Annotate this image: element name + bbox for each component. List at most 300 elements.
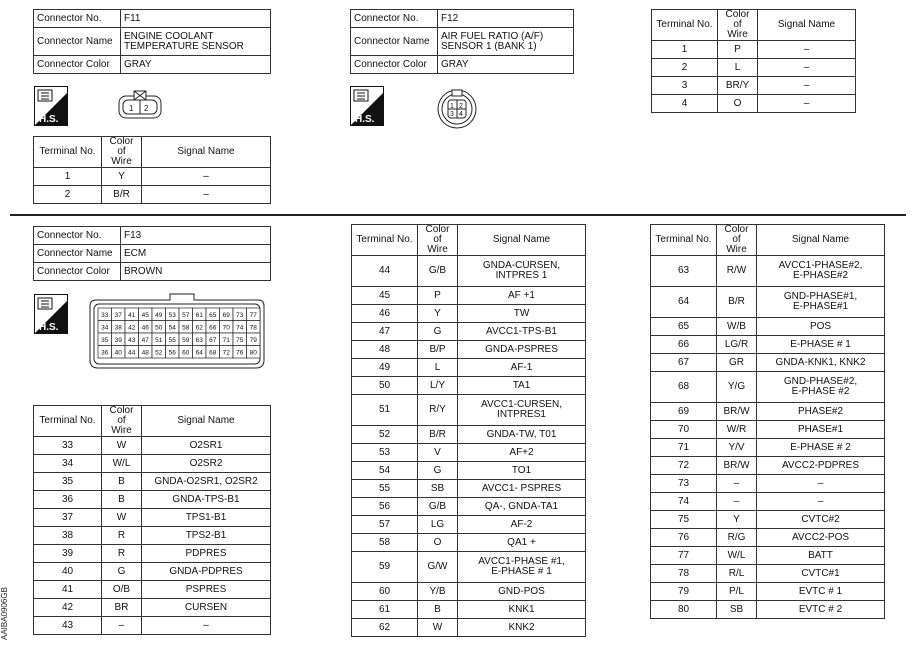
signal-name bbox=[757, 439, 885, 457]
connector-name-label: Connector Name bbox=[351, 28, 438, 56]
f13-connector-color: BROWN bbox=[121, 263, 271, 281]
table-row bbox=[352, 341, 586, 359]
table-row bbox=[651, 287, 885, 318]
table-row bbox=[34, 491, 271, 509]
table-row bbox=[352, 377, 586, 395]
signal-name bbox=[757, 403, 885, 421]
signal-name bbox=[458, 426, 586, 444]
pin-number: 45 bbox=[141, 312, 149, 319]
signal-name-line1: AVCC2-POS bbox=[791, 531, 850, 543]
wire-color: P bbox=[418, 287, 458, 305]
f12-pin-4: 4 bbox=[459, 111, 463, 118]
table-row bbox=[352, 462, 586, 480]
terminal-no: 72 bbox=[651, 457, 717, 475]
f12-connector-color: GRAY bbox=[438, 56, 574, 74]
signal-name-line1: GNDA-TW, T01 bbox=[486, 428, 557, 440]
terminal-no: 51 bbox=[352, 395, 418, 426]
connector-color-label: Connector Color bbox=[34, 263, 121, 281]
f12-name-line2: SENSOR 1 (BANK 1) bbox=[441, 40, 537, 52]
f12-pin-3: 3 bbox=[450, 111, 454, 118]
f12-terminal-table bbox=[651, 9, 856, 113]
f12-pin-1: 1 bbox=[450, 103, 454, 110]
pin-number: 69 bbox=[222, 312, 230, 319]
wire-color: Y bbox=[717, 511, 757, 529]
pin-number: 33 bbox=[101, 312, 109, 319]
f11-pin-2: 2 bbox=[144, 104, 149, 113]
terminal-no: 2 bbox=[652, 59, 718, 77]
hs-badge-icon bbox=[34, 294, 68, 334]
pin-number: 68 bbox=[209, 349, 217, 357]
connector-no-label: Connector No. bbox=[351, 10, 438, 28]
f12-info-table bbox=[350, 9, 574, 74]
terminal-no: 74 bbox=[651, 493, 717, 511]
table-row bbox=[651, 318, 885, 336]
pin-number: 61 bbox=[195, 312, 203, 319]
wire-color: – bbox=[717, 493, 757, 511]
signal-name bbox=[757, 565, 885, 583]
signal-name bbox=[757, 475, 885, 493]
terminal-no: 59 bbox=[352, 552, 418, 583]
color-of-wire-header bbox=[418, 225, 458, 256]
color-of-wire-line2: Wire bbox=[111, 425, 132, 436]
table-row bbox=[34, 527, 271, 545]
table-row bbox=[651, 583, 885, 601]
wire-color: B bbox=[418, 601, 458, 619]
wire-color: W bbox=[102, 437, 142, 455]
terminal-no: 79 bbox=[651, 583, 717, 601]
pin-number: 50 bbox=[155, 324, 163, 332]
signal-name: PSPRES bbox=[142, 581, 271, 599]
terminal-no: 37 bbox=[34, 509, 102, 527]
pin-number: 62 bbox=[195, 324, 203, 332]
hs-badge-text: H.S. bbox=[39, 322, 59, 333]
wire-color: W/L bbox=[102, 455, 142, 473]
signal-name-line1: TO1 bbox=[511, 464, 532, 476]
terminal-no: 54 bbox=[352, 462, 418, 480]
signal-name-line1: TW bbox=[513, 307, 530, 319]
signal-name bbox=[458, 498, 586, 516]
f13-terminal-table-c bbox=[650, 224, 885, 619]
table-row bbox=[352, 516, 586, 534]
table-row bbox=[652, 41, 856, 59]
wire-color: BR/W bbox=[717, 403, 757, 421]
f13-terminal-table-a bbox=[33, 405, 271, 635]
pin-number: 70 bbox=[222, 324, 230, 332]
signal-name-line1: – bbox=[817, 477, 824, 489]
pin-number: 38 bbox=[114, 324, 122, 332]
signal-name bbox=[458, 583, 586, 601]
pin-number: 66 bbox=[209, 324, 217, 332]
signal-name-line1: AF +1 bbox=[508, 289, 535, 301]
signal-name-line1: CVTC#2 bbox=[801, 513, 840, 525]
color-of-wire-line1: Color of bbox=[725, 9, 750, 30]
wire-color: R/Y bbox=[418, 395, 458, 426]
signal-name-line1: AVCC1-CURSEN, bbox=[481, 399, 562, 410]
signal-name-line1: AF+2 bbox=[509, 446, 534, 458]
pin-number: 53 bbox=[168, 312, 176, 319]
wire-color: B/R bbox=[102, 186, 142, 204]
pin-number: 72 bbox=[222, 349, 230, 357]
table-row bbox=[352, 480, 586, 498]
signal-name bbox=[458, 341, 586, 359]
signal-name-line1: E-PHASE # 1 bbox=[790, 338, 851, 350]
wire-color: P bbox=[718, 41, 758, 59]
wire-color: B bbox=[102, 473, 142, 491]
pin-number: 49 bbox=[155, 312, 163, 319]
pin-number: 56 bbox=[168, 349, 176, 357]
terminal-no: 56 bbox=[352, 498, 418, 516]
connector-color-label: Connector Color bbox=[34, 56, 121, 74]
table-row bbox=[352, 256, 586, 287]
color-of-wire-line1: Color of bbox=[109, 136, 134, 157]
table-row bbox=[651, 439, 885, 457]
wire-color: Y bbox=[102, 168, 142, 186]
signal-name-line1: BATT bbox=[808, 549, 833, 561]
terminal-no: 34 bbox=[34, 455, 102, 473]
wire-color: GR bbox=[717, 354, 757, 372]
table-row bbox=[652, 59, 856, 77]
signal-name-line1: QA1 + bbox=[507, 536, 536, 548]
f12-connector-no: F12 bbox=[438, 10, 574, 28]
signal-name bbox=[458, 516, 586, 534]
terminal-no: 44 bbox=[352, 256, 418, 287]
table-row bbox=[352, 287, 586, 305]
signal-name-line2: INTPRES 1 bbox=[495, 270, 548, 281]
table-row bbox=[352, 534, 586, 552]
f11-info-table bbox=[33, 9, 271, 74]
terminal-no: 77 bbox=[651, 547, 717, 565]
pin-number: 55 bbox=[168, 337, 176, 344]
wire-color: G bbox=[102, 563, 142, 581]
f11-name-line1: ENGINE COOLANT bbox=[124, 30, 214, 42]
signal-name: GNDA-O2SR1, O2SR2 bbox=[142, 473, 271, 491]
terminal-no-header: Terminal No. bbox=[34, 406, 102, 437]
wire-color: R bbox=[102, 527, 142, 545]
signal-name bbox=[458, 534, 586, 552]
color-of-wire-line1: Color of bbox=[109, 405, 134, 426]
pin-number: 77 bbox=[249, 312, 257, 319]
signal-name bbox=[458, 462, 586, 480]
terminal-no: 70 bbox=[651, 421, 717, 439]
signal-name bbox=[757, 336, 885, 354]
f11-connector-face-icon bbox=[117, 90, 163, 122]
signal-name-header: Signal Name bbox=[142, 137, 271, 168]
connector-no-label: Connector No. bbox=[34, 227, 121, 245]
terminal-no: 62 bbox=[352, 619, 418, 637]
table-row bbox=[34, 455, 271, 473]
signal-name-line1: TA1 bbox=[512, 379, 531, 391]
f11-name-line2: TEMPERATURE SENSOR bbox=[124, 40, 244, 52]
table-row bbox=[651, 547, 885, 565]
terminal-no: 41 bbox=[34, 581, 102, 599]
connector-color-label: Connector Color bbox=[351, 56, 438, 74]
table-row bbox=[651, 601, 885, 619]
table-row bbox=[34, 509, 271, 527]
terminal-no: 64 bbox=[651, 287, 717, 318]
f13-connector-face-icon bbox=[86, 292, 268, 376]
signal-name-line2: E-PHASE #2 bbox=[791, 386, 850, 397]
signal-name-line2: E-PHASE#1 bbox=[792, 301, 849, 312]
terminal-no: 47 bbox=[352, 323, 418, 341]
pin-number: 74 bbox=[236, 324, 244, 332]
terminal-no: 71 bbox=[651, 439, 717, 457]
table-row bbox=[34, 186, 271, 204]
table-row bbox=[651, 336, 885, 354]
pin-number: 34 bbox=[101, 324, 109, 332]
signal-name-line2: INTPRES1 bbox=[497, 409, 546, 420]
pin-number: 60 bbox=[182, 349, 190, 357]
signal-name: – bbox=[142, 168, 271, 186]
table-row bbox=[352, 359, 586, 377]
pin-number: 73 bbox=[236, 312, 244, 319]
signal-name bbox=[458, 619, 586, 637]
table-row bbox=[352, 444, 586, 462]
signal-name bbox=[458, 444, 586, 462]
wire-color: L/Y bbox=[418, 377, 458, 395]
terminal-no: 2 bbox=[34, 186, 102, 204]
pin-number: 48 bbox=[141, 349, 149, 357]
table-row bbox=[651, 493, 885, 511]
connector-name-label: Connector Name bbox=[34, 245, 121, 263]
terminal-no: 68 bbox=[651, 372, 717, 403]
pin-number: 65 bbox=[209, 312, 217, 319]
color-of-wire-line1: Color of bbox=[724, 224, 749, 245]
wire-color: G/B bbox=[418, 256, 458, 287]
wire-color: B/R bbox=[717, 287, 757, 318]
signal-name: TPS1-B1 bbox=[142, 509, 271, 527]
pin-number: 43 bbox=[128, 337, 136, 344]
wire-color: – bbox=[102, 617, 142, 635]
terminal-no: 80 bbox=[651, 601, 717, 619]
signal-name-line2: E-PHASE # 1 bbox=[491, 566, 552, 577]
signal-name-line1: QA-, GNDA-TA1 bbox=[484, 500, 559, 512]
signal-name bbox=[458, 359, 586, 377]
pin-number: 41 bbox=[128, 312, 136, 319]
pin-number: 54 bbox=[168, 324, 176, 332]
terminal-no: 50 bbox=[352, 377, 418, 395]
wire-color: G/W bbox=[418, 552, 458, 583]
signal-name: – bbox=[758, 95, 856, 113]
terminal-no: 52 bbox=[352, 426, 418, 444]
pin-number: 67 bbox=[209, 337, 217, 344]
terminal-no: 46 bbox=[352, 305, 418, 323]
terminal-no: 38 bbox=[34, 527, 102, 545]
terminal-no: 42 bbox=[34, 599, 102, 617]
terminal-no: 36 bbox=[34, 491, 102, 509]
pin-number: 46 bbox=[141, 324, 149, 332]
pin-number: 35 bbox=[101, 337, 109, 344]
connector-name-label: Connector Name bbox=[34, 28, 121, 56]
signal-name: PDPRES bbox=[142, 545, 271, 563]
pin-number: 52 bbox=[155, 349, 163, 357]
wire-color: G/B bbox=[418, 498, 458, 516]
terminal-no: 55 bbox=[352, 480, 418, 498]
wire-color: R/G bbox=[717, 529, 757, 547]
pin-number: 79 bbox=[249, 337, 257, 344]
signal-name: – bbox=[758, 77, 856, 95]
signal-name: – bbox=[142, 186, 271, 204]
terminal-no: 53 bbox=[352, 444, 418, 462]
wire-color: O bbox=[418, 534, 458, 552]
signal-name-header: Signal Name bbox=[758, 10, 856, 41]
table-row bbox=[651, 529, 885, 547]
wire-color: – bbox=[717, 475, 757, 493]
terminal-no: 61 bbox=[352, 601, 418, 619]
signal-name-line1: AF-1 bbox=[510, 361, 533, 373]
terminal-no-header: Terminal No. bbox=[34, 137, 102, 168]
terminal-no-header: Terminal No. bbox=[652, 10, 718, 41]
terminal-no: 49 bbox=[352, 359, 418, 377]
pin-number: 59 bbox=[182, 337, 190, 344]
f13-info-table bbox=[33, 226, 271, 281]
f12-pin-2: 2 bbox=[459, 103, 463, 110]
signal-name bbox=[757, 318, 885, 336]
f13-connector-name: ECM bbox=[121, 245, 271, 263]
terminal-no: 43 bbox=[34, 617, 102, 635]
signal-name-header: Signal Name bbox=[458, 225, 586, 256]
pin-number: 64 bbox=[195, 349, 203, 357]
signal-name bbox=[757, 583, 885, 601]
signal-name-line1: AVCC1- PSPRES bbox=[481, 482, 562, 494]
wire-color: W/R bbox=[717, 421, 757, 439]
wire-color: B bbox=[102, 491, 142, 509]
color-of-wire-header bbox=[102, 137, 142, 168]
table-row bbox=[352, 619, 586, 637]
table-row bbox=[652, 95, 856, 113]
signal-name bbox=[458, 287, 586, 305]
table-row bbox=[352, 498, 586, 516]
hs-badge-icon bbox=[350, 86, 384, 126]
signal-name-line1: GND-PHASE#2, bbox=[783, 376, 858, 387]
table-row bbox=[352, 305, 586, 323]
signal-name-line1: AVCC2-PDPRES bbox=[781, 459, 860, 471]
terminal-no-header: Terminal No. bbox=[651, 225, 717, 256]
f11-pin-1: 1 bbox=[129, 104, 134, 113]
table-row bbox=[34, 473, 271, 491]
terminal-no: 57 bbox=[352, 516, 418, 534]
table-row bbox=[651, 403, 885, 421]
f11-connector-no: F11 bbox=[121, 10, 271, 28]
terminal-no: 4 bbox=[652, 95, 718, 113]
signal-name: TPS2-B1 bbox=[142, 527, 271, 545]
pin-number: 78 bbox=[249, 324, 257, 332]
terminal-no: 1 bbox=[34, 168, 102, 186]
section-divider bbox=[10, 214, 906, 216]
wire-color: SB bbox=[418, 480, 458, 498]
wire-color: W/L bbox=[717, 547, 757, 565]
signal-name-line1: GNDA-CURSEN, bbox=[482, 260, 561, 271]
table-row bbox=[651, 372, 885, 403]
terminal-no: 58 bbox=[352, 534, 418, 552]
table-row bbox=[651, 457, 885, 475]
wire-color: G bbox=[418, 323, 458, 341]
wire-color: BR bbox=[102, 599, 142, 617]
table-row bbox=[34, 599, 271, 617]
pin-number: 75 bbox=[236, 337, 244, 344]
wire-color: BR/Y bbox=[718, 77, 758, 95]
terminal-no: 40 bbox=[34, 563, 102, 581]
pin-number: 80 bbox=[249, 349, 257, 357]
f12-name-line1: AIR FUEL RATIO (A/F) bbox=[441, 30, 544, 42]
wire-color: R/W bbox=[717, 256, 757, 287]
table-row bbox=[352, 552, 586, 583]
terminal-no: 35 bbox=[34, 473, 102, 491]
wire-color: SB bbox=[717, 601, 757, 619]
signal-name-line1: CVTC#1 bbox=[801, 567, 840, 579]
table-row bbox=[34, 581, 271, 599]
terminal-no: 69 bbox=[651, 403, 717, 421]
table-row bbox=[651, 354, 885, 372]
table-row bbox=[352, 323, 586, 341]
pin-number: 71 bbox=[222, 337, 230, 344]
terminal-no: 75 bbox=[651, 511, 717, 529]
pin-number: 57 bbox=[182, 312, 190, 319]
table-row bbox=[352, 583, 586, 601]
terminal-no: 63 bbox=[651, 256, 717, 287]
terminal-no: 60 bbox=[352, 583, 418, 601]
terminal-no: 48 bbox=[352, 341, 418, 359]
terminal-no: 66 bbox=[651, 336, 717, 354]
table-row bbox=[34, 168, 271, 186]
signal-name bbox=[757, 372, 885, 403]
color-of-wire-line2: Wire bbox=[726, 244, 747, 255]
figure-code: AAIBA0906GB bbox=[0, 587, 9, 640]
wire-color: LG/R bbox=[717, 336, 757, 354]
signal-name: GNDA-PDPRES bbox=[142, 563, 271, 581]
signal-name bbox=[757, 287, 885, 318]
wire-color: Y/G bbox=[717, 372, 757, 403]
table-row bbox=[352, 426, 586, 444]
signal-name bbox=[458, 601, 586, 619]
table-row bbox=[651, 511, 885, 529]
terminal-no: 65 bbox=[651, 318, 717, 336]
signal-name-line1: EVTC # 2 bbox=[798, 603, 843, 615]
wire-color: O bbox=[718, 95, 758, 113]
signal-name-line1: GNDA-PSPRES bbox=[485, 343, 558, 355]
color-of-wire-line2: Wire bbox=[111, 156, 132, 167]
terminal-no: 67 bbox=[651, 354, 717, 372]
table-row bbox=[352, 395, 586, 426]
f12-connector-face-icon bbox=[436, 88, 478, 130]
signal-name-line1: GND-PHASE#1, bbox=[783, 291, 858, 302]
signal-name-line1: E-PHASE # 2 bbox=[790, 441, 851, 453]
wire-color: W/B bbox=[717, 318, 757, 336]
signal-name-line1: – bbox=[817, 495, 824, 507]
f11-connector-name bbox=[121, 28, 271, 56]
table-row bbox=[352, 601, 586, 619]
signal-name: – bbox=[758, 59, 856, 77]
wire-color: B/P bbox=[418, 341, 458, 359]
pin-number: 76 bbox=[236, 349, 244, 357]
terminal-no: 73 bbox=[651, 475, 717, 493]
terminal-no: 78 bbox=[651, 565, 717, 583]
f11-connector-color: GRAY bbox=[121, 56, 271, 74]
signal-name-line1: AF-2 bbox=[510, 518, 533, 530]
pin-number: 58 bbox=[182, 324, 190, 332]
terminal-no-header: Terminal No. bbox=[352, 225, 418, 256]
table-row bbox=[651, 565, 885, 583]
signal-name bbox=[757, 421, 885, 439]
signal-name-line1: AVCC1-PHASE#2, bbox=[778, 260, 863, 271]
signal-name bbox=[757, 511, 885, 529]
wire-color: B/R bbox=[418, 426, 458, 444]
terminal-no: 76 bbox=[651, 529, 717, 547]
wire-color: R bbox=[102, 545, 142, 563]
pin-number: 63 bbox=[195, 337, 203, 344]
signal-name bbox=[458, 395, 586, 426]
pin-number: 51 bbox=[155, 337, 163, 344]
wire-color: W bbox=[418, 619, 458, 637]
